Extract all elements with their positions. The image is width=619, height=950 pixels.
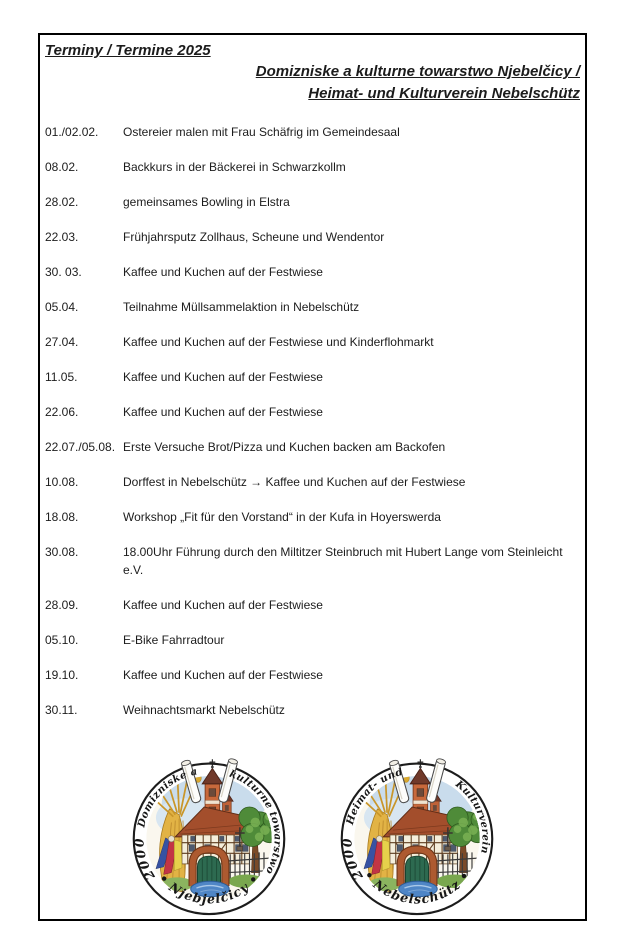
logo-arc-top-right: kulturne towarstwo xyxy=(227,767,284,877)
event-description: E-Bike Fahrradtour xyxy=(123,633,225,647)
event-date: 30.08. xyxy=(45,545,79,559)
event-description: Weihnachtsmarkt Nebelschütz xyxy=(123,703,285,717)
event-row xyxy=(45,228,580,246)
logo-arc-top-right: Kulturverein xyxy=(452,778,492,855)
event-row xyxy=(45,333,580,351)
club-logo-sorbian xyxy=(127,745,291,923)
event-row xyxy=(45,508,580,526)
event-description: Kaffee und Kuchen auf der Festwiese xyxy=(123,405,323,419)
event-date: 18.08. xyxy=(45,510,79,524)
event-description: Kaffee und Kuchen auf der Festwiese xyxy=(123,598,323,612)
event-row xyxy=(45,298,580,316)
event-date: 11.05. xyxy=(45,370,78,384)
page-border-frame xyxy=(38,33,587,921)
event-description: Dorffest in Nebelschütz → Kaffee und Kuchen auf der Festwiese xyxy=(123,475,466,489)
event-date: 05.10. xyxy=(45,633,79,647)
logo-year: 2000 xyxy=(338,836,366,883)
event-row xyxy=(45,263,580,281)
subtitle-sorbian: Domizniske a kulturne towarstwo Njebelčicy / xyxy=(255,63,580,80)
event-list xyxy=(45,123,580,719)
subtitle-german: Heimat- und Kulturverein Nebelschütz xyxy=(308,85,580,102)
event-description: Kaffee und Kuchen auf der Festwiese und Kinderflohmarkt xyxy=(123,335,434,349)
logo-arc-bottom: • Njebjelčicy • xyxy=(155,870,262,907)
event-description: Workshop „Fit für den Vorstand“ in der Kufa in Hoyerswerda xyxy=(123,510,441,524)
logo-year: 2000 xyxy=(130,836,158,883)
logo-arc-top-left: Heimat- und xyxy=(343,765,404,827)
event-description: Kaffee und Kuchen auf der Festwiese xyxy=(123,668,323,682)
event-description: Teilnahme Müllsammelaktion in Nebelschütz xyxy=(123,300,360,314)
event-description: Kaffee und Kuchen auf der Festwiese xyxy=(123,265,323,279)
event-date: 22.06. xyxy=(45,405,79,419)
event-row xyxy=(45,666,580,684)
event-row xyxy=(45,193,580,211)
event-row xyxy=(45,596,580,614)
event-description: Ostereier malen mit Frau Schäfrig im Gemeindesaal xyxy=(123,125,400,139)
event-row xyxy=(45,473,580,491)
event-description: gemeinsames Bowling in Elstra xyxy=(123,195,290,209)
event-row xyxy=(45,368,580,386)
event-description: Erste Versuche Brot/Pizza und Kuchen backen am Backofen xyxy=(123,440,446,454)
logo-arc-bottom: • Nebelschütz • xyxy=(360,867,473,907)
logo-arc-top-left: Domizniske a xyxy=(134,765,199,829)
event-date: 27.04. xyxy=(45,335,79,349)
event-description: Frühjahrsputz Zollhaus, Scheune und Wendentor xyxy=(123,230,385,244)
event-description: Kaffee und Kuchen auf der Festwiese xyxy=(123,370,323,384)
club-logo-german xyxy=(335,745,499,923)
event-row xyxy=(45,438,580,456)
event-date: 10.08. xyxy=(45,475,79,489)
page-title: Terminy / Termine 2025 xyxy=(45,42,211,59)
event-row xyxy=(45,701,580,719)
event-date: 30.11. xyxy=(45,703,78,717)
event-date: 22.03. xyxy=(45,230,79,244)
event-row xyxy=(45,158,580,176)
event-date: 08.02. xyxy=(45,160,79,174)
event-row xyxy=(45,543,580,579)
event-row xyxy=(45,631,580,649)
event-date: 05.04. xyxy=(45,300,79,314)
event-date: 19.10. xyxy=(45,668,79,682)
event-date: 28.09. xyxy=(45,598,79,612)
event-date: 30. 03. xyxy=(45,265,82,279)
event-row xyxy=(45,403,580,421)
event-date: 01./02.02. xyxy=(45,125,99,139)
club-logos xyxy=(45,745,580,923)
event-date: 28.02. xyxy=(45,195,79,209)
event-description: 18.00Uhr Führung durch den Miltitzer Steinbruch mit Hubert Lange vom Steinleicht e.V. xyxy=(123,545,563,577)
event-description: Backkurs in der Bäckerei in Schwarzkollm xyxy=(123,160,346,174)
event-row xyxy=(45,123,580,141)
event-date: 22.07./05.08. xyxy=(45,440,116,454)
